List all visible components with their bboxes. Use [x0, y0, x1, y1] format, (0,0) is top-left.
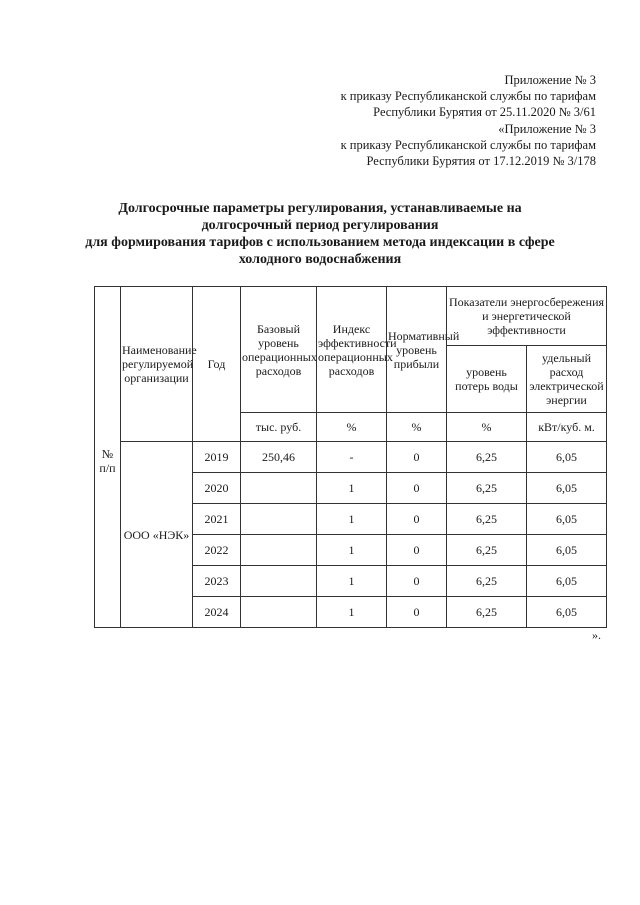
organization-name: ООО «НЭК»	[121, 442, 193, 628]
cell-losses: 6,25	[447, 442, 527, 473]
cell-base	[241, 504, 317, 535]
cell-consumption: 6,05	[527, 566, 607, 597]
title-line: долгосрочный период регулирования	[201, 218, 439, 233]
header-norm: Нормативный уровень прибыли	[387, 287, 447, 413]
cell-norm: 0	[387, 504, 447, 535]
cell-losses: 6,25	[447, 597, 527, 628]
cell-base: 250,46	[241, 442, 317, 473]
cell-consumption: 6,05	[527, 473, 607, 504]
table-row	[95, 442, 607, 473]
cell-year: 2021	[193, 504, 241, 535]
unit-norm: %	[387, 413, 447, 442]
cell-norm: 0	[387, 535, 447, 566]
cell-index: 1	[317, 597, 387, 628]
cell-index: 1	[317, 504, 387, 535]
parameters-table	[94, 286, 607, 628]
header-org: Наименование регулируемой организации	[121, 287, 193, 442]
header-num: № п/п	[95, 287, 121, 628]
cell-index: 1	[317, 535, 387, 566]
cell-year: 2023	[193, 566, 241, 597]
cell-losses: 6,25	[447, 566, 527, 597]
cell-index: -	[317, 442, 387, 473]
cell-norm: 0	[387, 473, 447, 504]
appendix-line: к приказу Республиканской службы по тарифам	[340, 89, 596, 104]
cell-base	[241, 535, 317, 566]
title-line: Долгосрочные параметры регулирования, устанавливаемые на	[118, 201, 522, 216]
cell-index: 1	[317, 473, 387, 504]
title-line: для формирования тарифов с использованием метода индексации в сфере	[85, 235, 555, 250]
closing-quote: ».	[592, 628, 601, 642]
appendix-line: Республики Бурятия от 17.12.2019 № 3/178	[366, 154, 596, 169]
cell-consumption: 6,05	[527, 504, 607, 535]
appendix-line: к приказу Республиканской службы по тарифам	[340, 137, 596, 152]
cell-year: 2024	[193, 597, 241, 628]
cell-year: 2020	[193, 473, 241, 504]
header-year: Год	[193, 287, 241, 442]
cell-losses: 6,25	[447, 473, 527, 504]
unit-losses: %	[447, 413, 527, 442]
cell-index: 1	[317, 566, 387, 597]
cell-losses: 6,25	[447, 535, 527, 566]
cell-year: 2019	[193, 442, 241, 473]
cell-norm: 0	[387, 566, 447, 597]
appendix-block	[341, 72, 596, 169]
cell-consumption: 6,05	[527, 597, 607, 628]
unit-index: %	[317, 413, 387, 442]
unit-base: тыс. руб.	[241, 413, 317, 442]
cell-base	[241, 566, 317, 597]
header-losses: уровень потерь воды	[447, 346, 527, 413]
cell-losses: 6,25	[447, 504, 527, 535]
appendix-line: «Приложение № 3	[498, 121, 596, 136]
cell-consumption: 6,05	[527, 442, 607, 473]
appendix-line: Приложение № 3	[504, 73, 596, 87]
cell-consumption: 6,05	[527, 535, 607, 566]
cell-base	[241, 597, 317, 628]
header-consumption: удельный расход электрической энергии	[527, 346, 607, 413]
document-title	[60, 200, 580, 268]
title-line: холодного водоснабжения	[238, 252, 402, 267]
unit-consumption: кВт/куб. м.	[527, 413, 607, 442]
cell-norm: 0	[387, 442, 447, 473]
appendix-line: Республики Бурятия от 25.11.2020 № 3/61	[373, 105, 596, 120]
header-index: Индекс эффективности операционных расходов	[317, 287, 387, 413]
header-base: Базовый уровень операционных расходов	[241, 287, 317, 413]
cell-year: 2022	[193, 535, 241, 566]
header-energy-group: Показатели энергосбережения и энергетической эффективности	[447, 287, 607, 346]
cell-norm: 0	[387, 597, 447, 628]
cell-base	[241, 473, 317, 504]
